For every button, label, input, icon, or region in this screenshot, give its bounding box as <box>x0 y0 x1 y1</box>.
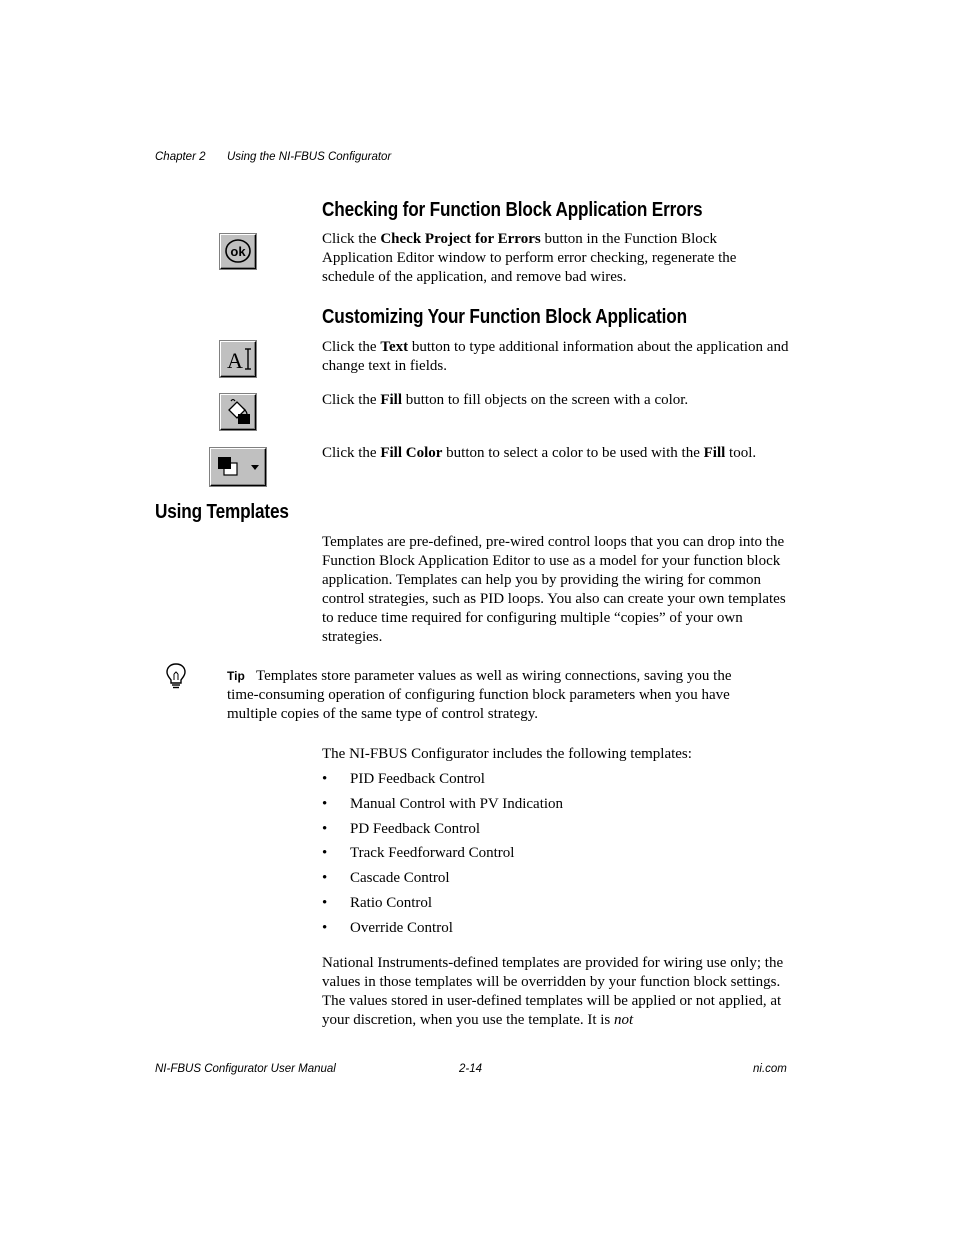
lightbulb-icon <box>164 662 188 695</box>
footer-page-number: 2-14 <box>459 1063 483 1075</box>
list-item-text: PID Feedback Control <box>350 771 485 787</box>
list-item-text: Track Feedforward Control <box>350 845 515 862</box>
bullet-marker: • <box>322 845 328 862</box>
list-item <box>322 844 722 869</box>
paragraph-text-button <box>322 338 792 376</box>
running-header-title: Using the NI-FBUS Configurator <box>227 151 392 163</box>
tip-label: Tip <box>227 669 245 683</box>
bullet-marker: • <box>322 919 328 936</box>
fill-color-dropdown-icon <box>211 449 265 485</box>
check-project-errors-button <box>220 234 256 269</box>
bullet-marker: • <box>322 820 328 837</box>
footer-manual-title: NI-FBUS Configurator User Manual <box>155 1063 336 1075</box>
running-header-chapter: Chapter 2 <box>155 151 206 163</box>
closing-text: National Instruments-defined templates are provided for wiring use only; the values in those templates will be overridden by your function block settings. The values stored in user-defined templates will be applied or not applied, at your discretion, when you use the template. It is <box>322 955 784 1028</box>
text-tool-icon <box>221 342 255 376</box>
text-bold-2: Fill <box>703 445 726 461</box>
paragraph-fill-color-button <box>322 444 792 463</box>
heading-customizing: Customizing Your Function Block Application <box>322 306 687 328</box>
text-post: button to fill objects on the screen with a color. <box>402 392 689 408</box>
paragraph-closing <box>322 954 788 1030</box>
text-post: button in the Function Block Application Editor window to perform error checking, regenerate the schedule of the application, and remove bad wires. <box>322 231 737 285</box>
text-post: tool. <box>725 445 757 461</box>
text-bold-1: Fill Color <box>380 445 443 461</box>
text-tool-icon-letter: A <box>227 348 243 373</box>
paragraph-templates-intro: Templates are pre-defined, pre-wired control loops that you can drop into the Function Block Application Editor to use as a model for your function block application. Templates can help you by providing the wiring for common control strategies, such as PID loops. You also can create your own templates to reduce time required for configuring multiple “copies” of your own strategies. <box>322 534 786 645</box>
text-tool-button <box>220 341 256 377</box>
text-bold: Text <box>380 339 409 355</box>
text-pre: Click the <box>322 339 381 355</box>
closing-italic: not <box>614 1012 634 1028</box>
bullet-marker: • <box>322 795 328 812</box>
bullet-marker: • <box>322 894 328 911</box>
paragraph-list-intro: The NI-FBUS Configurator includes the following templates: <box>322 746 692 762</box>
heading-using-templates: Using Templates <box>155 501 289 523</box>
bullet-marker: • <box>322 870 328 887</box>
fill-color-button <box>210 448 266 486</box>
ok-icon-text: ok <box>230 244 246 259</box>
list-item-text: Cascade Control <box>350 870 450 887</box>
paint-bucket-icon <box>221 395 255 429</box>
tip-text: Templates store parameter values as well as wiring connections, saving you the time-consuming operation of configuring function block parameters when you have multiple copies of the same type of control strategy. <box>227 668 732 722</box>
text-pre: Click the <box>322 231 381 247</box>
text-bold: Fill <box>380 392 402 408</box>
list-item <box>322 770 722 795</box>
text-pre: Click the <box>322 392 381 408</box>
text-pre: Click the <box>322 445 381 461</box>
footer-site: ni.com <box>753 1063 787 1075</box>
paragraph-check-errors <box>322 230 784 287</box>
list-item-text: PD Feedback Control <box>350 820 480 837</box>
heading-checking-errors: Checking for Function Block Application Errors <box>322 199 703 221</box>
list-item <box>322 795 722 820</box>
bullet-marker: • <box>322 771 328 787</box>
text-post: button to type additional information about the application and change text in fields. <box>322 339 789 374</box>
ok-check-icon <box>221 235 255 268</box>
list-item-text: Manual Control with PV Indication <box>350 795 564 812</box>
fill-tool-button <box>220 394 256 430</box>
list-item-text: Override Control <box>350 919 453 936</box>
list-item <box>322 894 722 919</box>
text-mid: button to select a color to be used with the <box>442 445 704 461</box>
list-item <box>322 820 722 845</box>
paragraph-fill-button <box>322 391 792 410</box>
tip-paragraph <box>227 667 757 724</box>
templates-list <box>322 770 722 944</box>
list-item <box>322 919 722 944</box>
list-item <box>322 869 722 894</box>
list-item-text: Ratio Control <box>350 894 433 911</box>
text-bold: Check Project for Errors <box>380 231 541 247</box>
